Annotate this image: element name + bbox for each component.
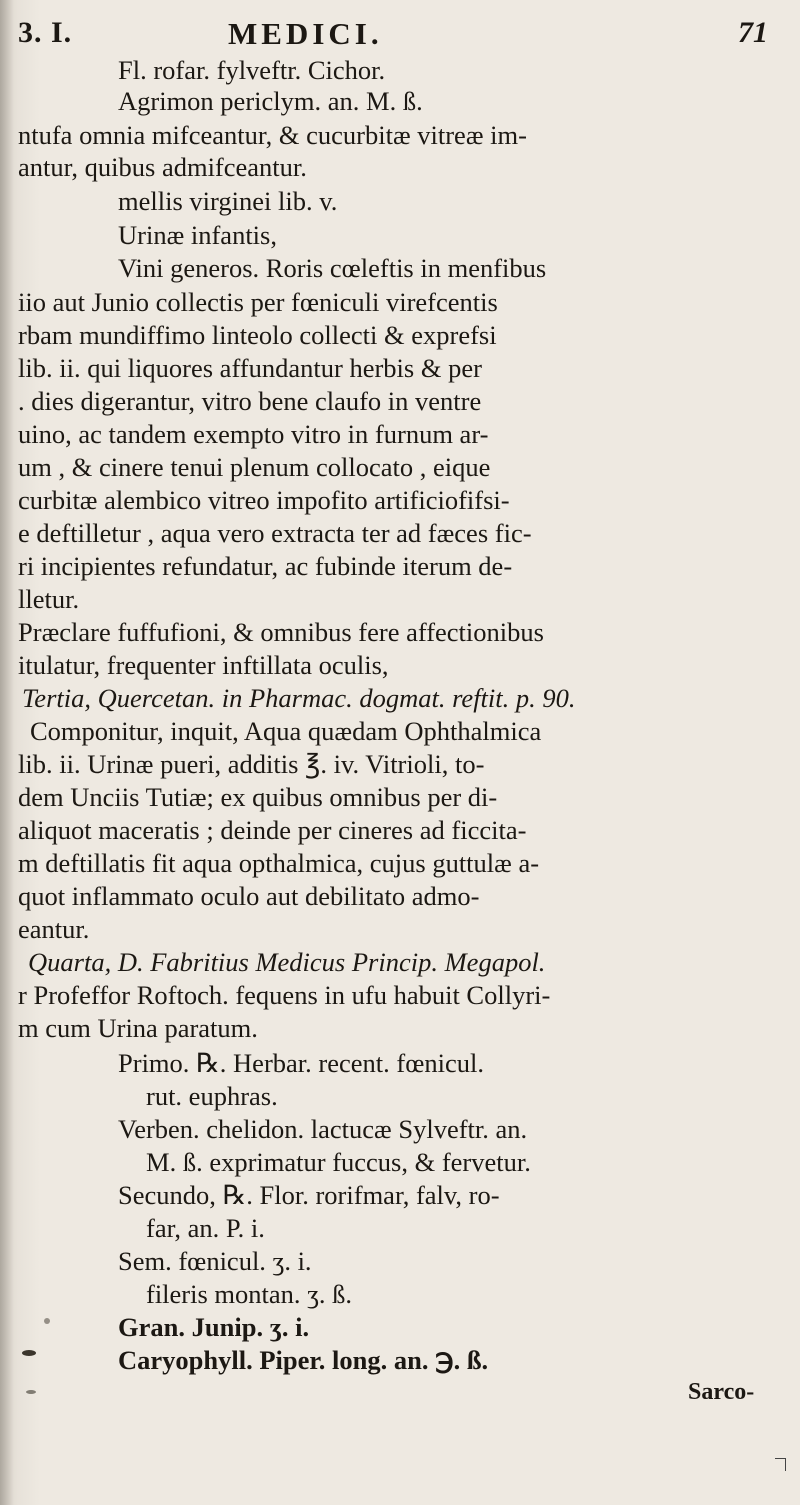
text-line: Componitur, inquit, Aqua quædam Ophthalmica [30, 716, 542, 746]
text-line: Caryophyll. Piper. long. an. ℈. ß. [118, 1345, 489, 1375]
text-line: Agrimon periclym. an. M. ß. [118, 86, 423, 116]
header-section-number: 3. I. [18, 16, 73, 49]
text-line: Primo. ℞. Herbar. recent. fœnicul. [118, 1048, 484, 1078]
text-line: fileris montan. ʒ. ß. [146, 1279, 353, 1309]
text-line: rbam mundiffimo linteolo collecti & exprefsi [18, 320, 497, 350]
header-running-title: MEDICI. [228, 16, 383, 51]
text-line: Præclare fuffufioni, & omnibus fere affectionibus [18, 617, 544, 647]
text-line: dem Unciis Tutiæ; ex quibus omnibus per di- [18, 782, 498, 812]
text-line: lletur. [18, 584, 80, 614]
text-line: antur, quibus admifceantur. [18, 152, 307, 182]
ink-speck [26, 1390, 36, 1394]
text-line: r Profeffor Roftoch. fequens in ufu habuit Collyri- [18, 980, 551, 1010]
text-line: Urinæ infantis, [118, 220, 277, 250]
page-header [0, 14, 800, 54]
printer-mark [775, 1458, 786, 1471]
catchword: Sarco- [688, 1379, 755, 1405]
text-line: . dies digerantur, vitro bene claufo in ventre [18, 386, 482, 416]
text-line: far, an. P. i. [146, 1213, 265, 1243]
text-line: iio aut Junio collectis per fœniculi virefcentis [18, 287, 498, 317]
text-line: e deftilletur , aqua vero extracta ter ad fæces fic- [18, 518, 532, 548]
text-line: Secundo, ℞. Flor. rorifmar, falv, ro- [118, 1180, 500, 1210]
header-page-number: 71 [738, 16, 768, 49]
text-line: lib. ii. Urinæ pueri, additis ℥. iv. Vitrioli, to- [18, 749, 485, 779]
text-line: uino, ac tandem exempto vitro in furnum ar- [18, 419, 489, 449]
ink-speck [44, 1318, 50, 1324]
text-line: m cum Urina paratum. [18, 1013, 258, 1043]
text-line: Verben. chelidon. lactucæ Sylveftr. an. [118, 1114, 528, 1144]
text-line: curbitæ alembico vitreo impofito artificiofifsi- [18, 485, 510, 515]
text-line: ri incipientes refundatur, ac fubinde iterum de- [18, 551, 513, 581]
text-line: Sem. fœnicul. ʒ. i. [118, 1246, 312, 1276]
text-line: M. ß. exprimatur fuccus, & fervetur. [146, 1147, 531, 1177]
text-line: itulatur, frequenter inftillata oculis, [18, 650, 389, 680]
text-line: lib. ii. qui liquores affundantur herbis & per [18, 353, 482, 383]
binding-gutter-shadow [0, 0, 14, 1505]
text-line: Vini generos. Roris cœleftis in menfibus [118, 253, 547, 283]
text-line: ntufa omnia mifceantur, & cucurbitæ vitreæ im- [18, 120, 527, 150]
text-line: Fl. rofar. fylveftr. Cichor. [118, 55, 386, 85]
text-line: Tertia, Quercetan. in Pharmac. dogmat. reftit. p. 90. [22, 683, 576, 713]
text-line: m deftillatis fit aqua opthalmica, cujus guttulæ a- [18, 848, 540, 878]
text-line: um , & cinere tenui plenum collocato , eique [18, 452, 491, 482]
text-line: Quarta, D. Fabritius Medicus Princip. Megapol. [28, 947, 546, 977]
ink-speck [22, 1350, 36, 1356]
text-line: aliquot maceratis ; deinde per cineres ad ficcita- [18, 815, 527, 845]
text-line: quot inflammato oculo aut debilitato admo- [18, 881, 480, 911]
text-line: eantur. [18, 914, 90, 944]
text-line: mellis virginei lib. v. [118, 186, 338, 216]
text-line: Gran. Junip. ʒ. i. [118, 1312, 310, 1342]
text-line: rut. euphras. [146, 1081, 278, 1111]
